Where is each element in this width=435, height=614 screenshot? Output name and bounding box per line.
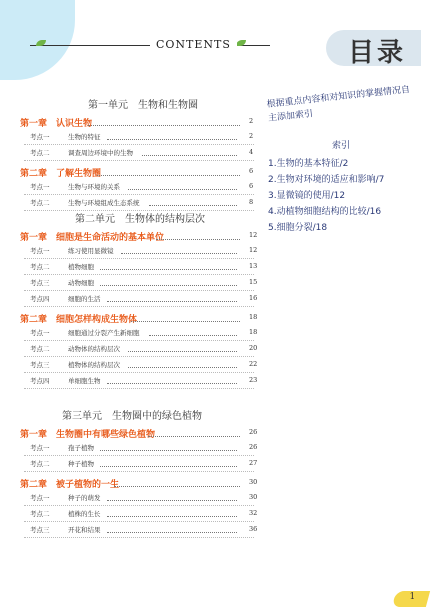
mulu-title: 目录 — [348, 38, 407, 68]
dot-leader — [107, 383, 237, 384]
section-label: 考点三 — [30, 361, 50, 369]
section-title: 生物的特征 — [68, 133, 101, 141]
row-divider — [24, 306, 254, 307]
unit-title: 第三单元 生物圈中的绿色植物 — [62, 411, 202, 422]
section-page: 23 — [249, 376, 258, 384]
dot-leader — [107, 516, 237, 517]
dot-leader — [148, 436, 241, 437]
dot-leader — [100, 285, 237, 286]
dot-leader — [142, 155, 237, 156]
note-intro: 根据重点内容和对知识的掌握情况自主添加索引 — [266, 84, 411, 124]
dot-leader — [100, 466, 237, 467]
row-divider — [24, 290, 254, 291]
section-title: 植物细胞 — [68, 263, 94, 271]
chapter-page: 30 — [249, 478, 258, 486]
dot-leader — [128, 367, 237, 368]
section-page: 26 — [249, 443, 258, 451]
section-label: 考点二 — [30, 263, 50, 271]
section-title: 生物与环境组成生态系统 — [68, 199, 140, 207]
chapter-page: 6 — [249, 167, 254, 175]
section-label: 考点三 — [30, 526, 50, 534]
chapter-title: 第一章 生物圈中有哪些绿色植物 — [20, 430, 156, 440]
section-page: 13 — [249, 262, 258, 270]
unit-title: 第二单元 生物体的结构层次 — [75, 214, 205, 225]
dot-leader — [100, 450, 237, 451]
row-divider — [24, 537, 254, 538]
section-title: 动物细胞 — [68, 279, 94, 287]
chapter-title: 第二章 了解生物圈 — [20, 169, 102, 179]
row-divider — [24, 258, 254, 259]
section-title: 植物体的结构层次 — [68, 361, 120, 369]
row-divider — [24, 471, 254, 472]
mulu-badge — [326, 30, 421, 66]
dot-leader — [114, 486, 241, 487]
page-number-tab — [392, 591, 430, 607]
contents-label: CONTENTS — [150, 38, 237, 51]
note-item: 4.动植物细胞结构的比较/16 — [268, 207, 382, 217]
section-title: 种子植物 — [68, 460, 94, 468]
chapter-page: 2 — [249, 117, 254, 125]
section-title: 开花和结果 — [68, 526, 101, 534]
page-number: 1 — [409, 592, 416, 602]
section-page: 22 — [249, 360, 258, 368]
dot-leader — [149, 205, 237, 206]
section-label: 考点一 — [30, 329, 50, 337]
section-page: 8 — [249, 198, 254, 206]
note-heading: 索引 — [331, 141, 350, 151]
note-item: 1.生物的基本特征/2 — [268, 159, 349, 169]
row-divider — [24, 356, 254, 357]
row-divider — [24, 521, 254, 522]
dot-leader — [128, 351, 237, 352]
row-divider — [24, 505, 254, 506]
section-label: 考点一 — [30, 247, 50, 255]
dot-leader — [131, 321, 241, 322]
row-divider — [24, 455, 254, 456]
section-title: 种子的萌发 — [68, 494, 101, 502]
chapter-page: 26 — [249, 428, 258, 436]
row-divider — [24, 388, 254, 389]
section-label: 考点四 — [30, 377, 50, 385]
section-title: 单细胞生物 — [68, 377, 101, 385]
row-divider — [24, 194, 254, 195]
section-page: 4 — [249, 148, 254, 156]
note-item: 3.显微镜的使用/12 — [268, 191, 346, 201]
row-divider — [24, 160, 254, 161]
dot-leader — [97, 175, 241, 176]
chapter-page: 12 — [249, 231, 258, 239]
section-label: 考点三 — [30, 279, 50, 287]
section-title: 练习使用显微镜 — [68, 247, 114, 255]
section-label: 考点一 — [30, 133, 50, 141]
section-page: 2 — [249, 132, 254, 140]
dot-leader — [88, 125, 240, 126]
dot-leader — [107, 500, 237, 501]
handwritten-index-note — [266, 84, 416, 236]
dot-leader — [100, 269, 237, 270]
section-title: 孢子植物 — [68, 444, 94, 452]
row-divider — [24, 340, 254, 341]
chapter-title: 第一章 认识生物 — [20, 119, 93, 129]
chapter-title: 第二章 细胞怎样构成生物体 — [20, 315, 138, 325]
chapter-title: 第一章 细胞是生命活动的基本单位 — [20, 233, 165, 243]
section-label: 考点一 — [30, 444, 50, 452]
row-divider — [24, 274, 254, 275]
section-label: 考点二 — [30, 149, 50, 157]
section-page: 30 — [249, 493, 258, 501]
section-title: 动物体的结构层次 — [68, 345, 120, 353]
chapter-page: 18 — [249, 313, 258, 321]
section-label: 考点二 — [30, 199, 50, 207]
section-title: 细胞的生活 — [68, 295, 101, 303]
section-page: 6 — [249, 182, 254, 190]
section-title: 生物与环境的关系 — [68, 183, 120, 191]
section-page: 20 — [249, 344, 258, 352]
section-page: 16 — [249, 294, 258, 302]
dot-leader — [107, 301, 237, 302]
section-title: 细胞通过分裂产生新细胞 — [68, 329, 140, 337]
dot-leader — [121, 253, 237, 254]
dot-leader — [149, 335, 237, 336]
section-page: 15 — [249, 278, 258, 286]
dot-leader — [107, 139, 237, 140]
row-divider — [24, 144, 254, 145]
section-label: 考点二 — [30, 510, 50, 518]
section-page: 32 — [249, 509, 258, 517]
section-page: 18 — [249, 328, 258, 336]
section-title: 调查周边环境中的生物 — [68, 149, 133, 157]
dot-leader — [128, 189, 237, 190]
section-title: 植株的生长 — [68, 510, 101, 518]
section-label: 考点一 — [30, 183, 50, 191]
dot-leader — [107, 532, 237, 533]
section-page: 27 — [249, 459, 258, 467]
row-divider — [24, 372, 254, 373]
chapter-title: 第二章 被子植物的一生 — [20, 480, 120, 490]
section-label: 考点一 — [30, 494, 50, 502]
section-label: 考点四 — [30, 295, 50, 303]
note-item: 5.细胞分裂/18 — [268, 223, 328, 233]
unit-title: 第一单元 生物和生物圈 — [88, 100, 198, 111]
section-label: 考点二 — [30, 345, 50, 353]
note-item: 2.生物对环境的适应和影响/7 — [268, 175, 385, 185]
section-label: 考点二 — [30, 460, 50, 468]
section-page: 12 — [249, 246, 258, 254]
section-page: 36 — [249, 525, 258, 533]
dot-leader — [156, 239, 240, 240]
